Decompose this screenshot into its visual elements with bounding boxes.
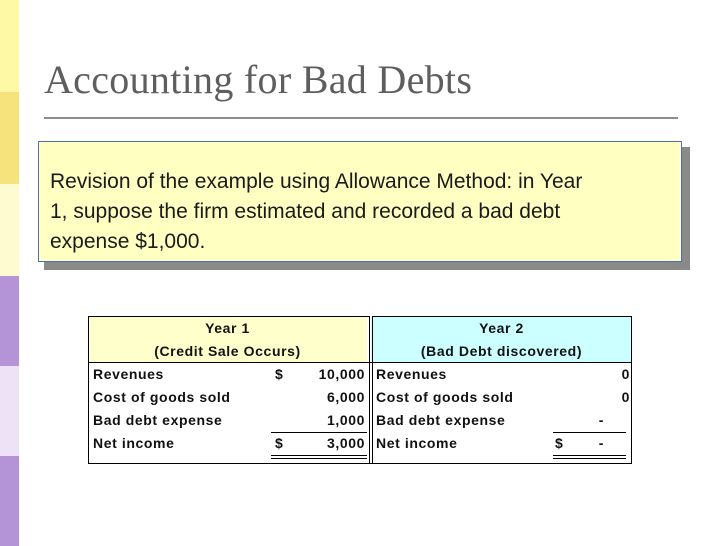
subtotal-rule [271, 432, 367, 433]
table-border [372, 316, 632, 317]
row-label: Revenues [93, 365, 164, 382]
row-value: - [598, 411, 604, 428]
strip-block [0, 92, 19, 184]
year1-subheading: (Credit Sale Occurs) [88, 339, 367, 362]
dollar-sign [271, 385, 305, 408]
strip-block [0, 366, 19, 456]
table-row [88, 385, 632, 408]
row-value: 1,000 [326, 411, 365, 428]
table-border [372, 316, 373, 464]
table-row [88, 408, 632, 431]
total-double-rule [553, 458, 626, 459]
slide-title: Accounting for Bad Debts [44, 57, 473, 102]
row-label: Bad debt expense [376, 411, 506, 428]
strip-block [0, 184, 19, 276]
subheader-row [88, 339, 632, 362]
row-label: Bad debt expense [93, 411, 223, 428]
note-line: 1, suppose the firm estimated and recorded a bad debt [50, 200, 561, 223]
note-line: Revision of the example using Allowance Method: in Year [50, 170, 583, 193]
decorative-strip [0, 0, 19, 546]
total-double-rule [271, 455, 367, 456]
total-double-rule [553, 455, 626, 456]
row-value: 6,000 [326, 388, 365, 405]
dollar-sign [551, 362, 581, 385]
table-border [88, 463, 632, 464]
strip-block [0, 0, 19, 92]
table-border [631, 316, 632, 464]
row-label: Cost of goods sold [376, 388, 514, 405]
table-row [88, 431, 632, 454]
row-value: 0 [621, 365, 630, 382]
row-value: 10,000 [318, 365, 365, 382]
strip-block [0, 276, 19, 366]
year2-heading: Year 2 [371, 316, 632, 339]
table-border [369, 316, 370, 464]
comparison-table [88, 316, 632, 454]
row-label: Net income [376, 434, 458, 451]
note-line: expense $1,000. [50, 230, 206, 253]
subtotal-rule [553, 432, 626, 433]
dollar-sign: $ [275, 365, 284, 382]
row-label: Revenues [376, 365, 447, 382]
row-value: 0 [621, 388, 630, 405]
total-double-rule [271, 458, 367, 459]
year1-heading: Year 1 [88, 316, 367, 339]
dollar-sign: $ [275, 434, 284, 451]
title-divider [44, 117, 678, 119]
row-label: Net income [93, 434, 175, 451]
row-value: - [598, 434, 604, 451]
strip-block [0, 456, 19, 546]
header-row [88, 316, 632, 339]
dollar-sign [271, 408, 305, 431]
dollar-sign: $ [555, 434, 564, 451]
dollar-sign [551, 385, 581, 408]
header-rule [88, 362, 632, 363]
year2-subheading: (Bad Debt discovered) [371, 339, 632, 362]
note-box [38, 141, 682, 262]
row-label: Cost of goods sold [93, 388, 231, 405]
table-border [88, 316, 370, 317]
dollar-sign [551, 408, 581, 431]
row-value: 3,000 [326, 434, 365, 451]
table-row [88, 362, 632, 385]
table-border [88, 316, 89, 464]
